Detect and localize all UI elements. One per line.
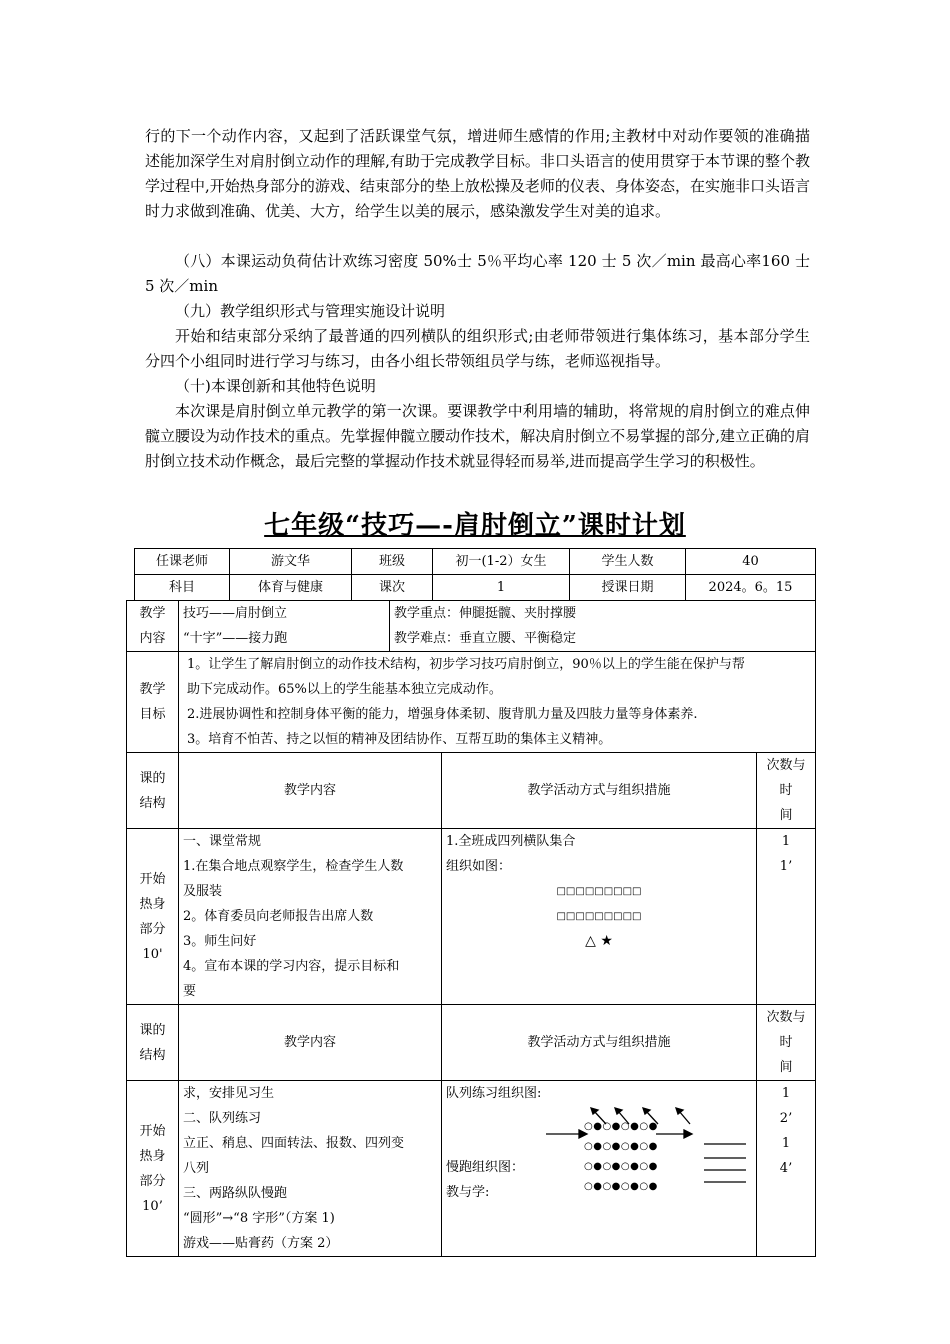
section2-time-2: 2’	[779, 1111, 793, 1126]
class-value: 初一(1-2）女生	[433, 549, 570, 575]
lesson-label: 课次	[352, 575, 433, 601]
section2-content-line1: 求，安排见习生	[183, 1086, 275, 1101]
section1-content-line4: 2。体育委员向老师报告出席人数	[183, 909, 374, 924]
section1-content	[179, 829, 442, 1005]
goals-label-line2: 目标	[139, 707, 166, 722]
goal-3: 3。培育不怕苦、持之以恒的精神及团结协作、互帮互助的集体主义精神。	[187, 732, 612, 747]
subject-label: 科目	[135, 575, 230, 601]
content-label-line1: 教学	[139, 606, 166, 621]
dot-formation	[584, 1117, 658, 1197]
content-header-2: 教学内容	[179, 1005, 442, 1081]
section2-label-line2: 热身	[139, 1148, 166, 1164]
content-item-2: “十字”——接力跑	[183, 631, 288, 646]
teacher-marker: △ ★	[585, 933, 613, 949]
goal-1b: 助下完成动作。65%以上的学生能基本独立完成动作。	[187, 682, 502, 697]
section2-content-line7: 游戏——贴膏药（方案 2）	[183, 1236, 339, 1251]
section2-label-line4: 10’	[142, 1198, 163, 1214]
structure-header	[127, 753, 179, 829]
section1-activity-line2: 组织如图：	[446, 859, 512, 874]
section2-label-line3: 部分	[139, 1173, 166, 1189]
section1-times	[757, 829, 816, 1005]
intro-paragraph-3: （九）教学组织形式与管理实施设计说明	[175, 302, 446, 320]
content-item-1: 技巧——肩肘倒立	[183, 606, 288, 621]
times-header-line1: 次数与时	[766, 758, 806, 798]
structure-header-line1: 课的	[139, 770, 166, 786]
section2-time-4: 4’	[779, 1161, 793, 1176]
section2-activity-line1: 队列练习组织图:	[446, 1086, 542, 1101]
content-label	[127, 601, 179, 652]
lesson-value: 1	[433, 575, 570, 601]
section1-content-line3: 及服装	[183, 884, 223, 899]
dot-row-4: ○●○●○●○●	[584, 1181, 658, 1192]
intro-paragraph-5: （十)本课创新和其他特色说明	[175, 377, 376, 395]
section2-label	[127, 1081, 179, 1257]
date-value: 2024。6。15	[686, 575, 816, 601]
formation-row-2: □□□□□□□□□	[556, 911, 642, 922]
section2-activity-line2: 慢跑组织图：	[446, 1160, 525, 1175]
arrow-icon	[656, 1130, 692, 1138]
structure-header-2-line2: 结构	[139, 1047, 166, 1063]
dot-row-1: ○●○●○●○●	[584, 1121, 658, 1132]
info-table	[134, 548, 816, 601]
count-value: 40	[686, 549, 816, 575]
times-header-2-line2: 间	[779, 1060, 793, 1075]
dot-row-3: ○●○●○●○●	[584, 1161, 658, 1172]
arrow-icon	[546, 1130, 587, 1138]
section1-label-line3: 部分	[139, 921, 166, 937]
section1-label-line2: 热身	[139, 896, 166, 912]
subject-value: 体育与健康	[230, 575, 352, 601]
page-title-text: 七年级“技巧—-肩肘倒立”课时计划	[264, 511, 686, 541]
section2-activity-line3: 教与学:	[446, 1185, 490, 1200]
section1-content-line2: 1.在集合地点观察学生，检查学生人数	[183, 859, 404, 874]
page-title	[0, 505, 950, 542]
structure-header-2-line1: 课的	[139, 1022, 166, 1038]
section2-label-line1: 开始	[139, 1123, 166, 1139]
lesson-plan-table	[126, 600, 816, 1257]
teacher-value: 游文华	[230, 549, 352, 575]
dot-row-2: ○●○●○●○●	[584, 1141, 658, 1152]
section2-content-line3: 立正、稍息、四面转法、报数、四列变	[183, 1136, 405, 1151]
times-header-2-line1: 次数与时	[766, 1010, 806, 1050]
track-lines-icon	[704, 1144, 746, 1182]
section1-content-line6: 4。宣布本课的学习内容，提示目标和	[183, 959, 400, 974]
section2-content-line6: “圆形”→“8 字形”（方案 1)	[183, 1211, 335, 1226]
times-header-line2: 间	[779, 808, 793, 823]
goals-text	[179, 652, 816, 753]
structure-header-line2: 结构	[139, 795, 166, 811]
content-key-points	[390, 601, 816, 652]
formation-row-1: □□□□□□□□□	[556, 886, 642, 897]
count-label: 学生人数	[570, 549, 686, 575]
section1-label-line4: 10'	[142, 946, 163, 962]
intro-paragraph-4: 开始和结束部分采纳了最普通的四列横队的组织形式;由老师带领进行集体练习，基本部分学生分四个小组同时进行学习与练习，由各小组长带领组员学与练，老师巡视指导。	[145, 327, 810, 370]
key-point: 教学重点：伸腿挺髋、夹肘撑腰	[394, 606, 577, 621]
teacher-label: 任课老师	[135, 549, 230, 575]
goals-label	[127, 652, 179, 753]
activity-header: 教学活动方式与组织措施	[442, 753, 757, 829]
goal-2: 2.进展协调性和控制身体平衡的能力，增强身体柔韧、腹背肌力量及四肢力量等身体素养.	[187, 707, 698, 722]
section2-content	[179, 1081, 442, 1257]
times-header-2	[757, 1005, 816, 1081]
section1-label-line1: 开始	[139, 871, 166, 887]
intro-paragraph-6: 本次课是肩肘倒立单元教学的第一次课。要课教学中利用墙的辅助，将常规的肩肘倒立的难点伸髋立腰设为动作技术的重点。先掌握伸髋立腰动作技术，解决肩肘倒立不易掌握的部分,建立正确的肩肘倒立技术动作概念，最后完整的掌握动作技术就显得轻而易举,进而提高学生学习的积极性。	[145, 402, 810, 470]
section2-content-line4: 八列	[183, 1161, 210, 1176]
intro-paragraph-1: 行的下一个动作内容，又起到了活跃课堂气氛，增进师生感情的作用;主教材中对动作要领的准确描述能加深学生对肩肘倒立动作的理解,有助于完成教学目标。非口头语言的使用贯穿于本节课的整个教学过程中,开始热身部分的游戏、结束部分的垫上放松操及老师的仪表、身体姿态，在实施非口头语言时力求做到准确、优美、大方，给学生以美的展示，感染激发学生对美的追求。	[145, 127, 810, 220]
structure-header-2	[127, 1005, 179, 1081]
section2-times	[757, 1081, 816, 1257]
goals-label-line1: 教学	[139, 682, 166, 697]
section1-time-1: 1	[781, 834, 791, 849]
section2-content-line5: 三、两路纵队慢跑	[183, 1186, 288, 1201]
section1-time-2: 1’	[779, 859, 793, 874]
section1-content-line7: 要	[183, 984, 197, 999]
section2-diagram	[446, 1081, 752, 1253]
section1-label	[127, 829, 179, 1005]
section2-activity	[442, 1081, 757, 1257]
date-label: 授课日期	[570, 575, 686, 601]
section1-activity	[442, 829, 757, 1005]
activity-header-2: 教学活动方式与组织措施	[442, 1005, 757, 1081]
times-header	[757, 753, 816, 829]
content-header: 教学内容	[179, 753, 442, 829]
content-items	[179, 601, 390, 652]
content-label-line2: 内容	[139, 631, 166, 646]
class-label: 班级	[352, 549, 433, 575]
section2-content-line2: 二、队列练习	[183, 1111, 262, 1126]
difficulty-point: 教学难点：垂直立腰、平衡稳定	[394, 631, 577, 646]
section2-time-1: 1	[781, 1086, 791, 1101]
section1-content-line5: 3。师生问好	[183, 934, 257, 949]
goal-1a: 1。让学生了解肩肘倒立的动作技术结构，初步学习技巧肩肘倒立，90％以上的学生能在保护与帮	[187, 657, 745, 672]
section2-time-3: 1	[781, 1136, 791, 1151]
section1-content-line1: 一、课堂常规	[183, 834, 262, 849]
section1-activity-line1: 1.全班成四列横队集合	[446, 834, 576, 849]
intro-paragraph-2: （八）本课运动负荷估计欢练习密度 50%士 5％平均心率 120 士 5 次／min 最高心率160 士 5 次／min	[145, 252, 810, 295]
